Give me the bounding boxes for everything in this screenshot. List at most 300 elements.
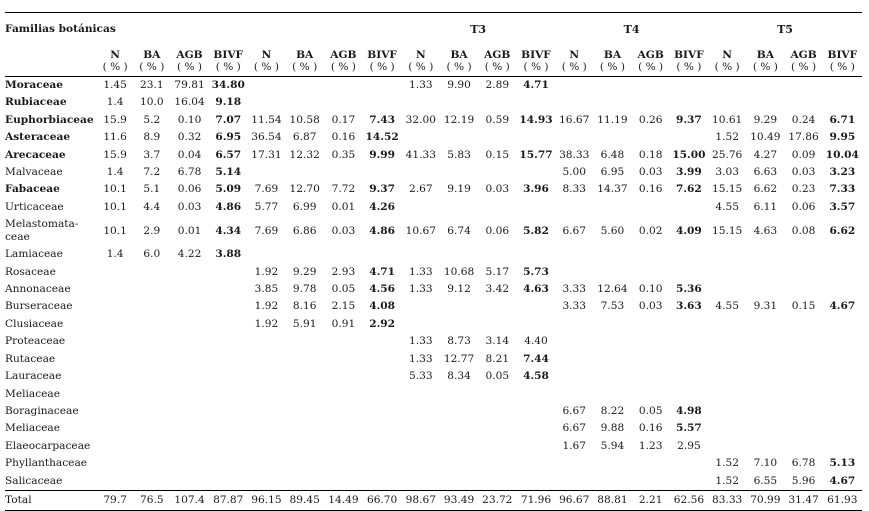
value-cell: [97, 386, 134, 403]
value-cell: 16.67: [559, 113, 590, 126]
value-cell: 12.77: [443, 352, 475, 365]
value-cell: [478, 455, 517, 472]
table-row: [5, 199, 862, 216]
value-cell: [247, 333, 285, 350]
value-cell: 4.98: [676, 404, 702, 417]
value-cell: 3.7: [143, 148, 161, 161]
value-cell: 79.81: [174, 79, 205, 91]
family-name-cell: Arecaceae: [5, 148, 66, 161]
value-cell: 0.32: [177, 131, 202, 144]
value-cell: [286, 473, 324, 491]
value-cell: 0.16: [638, 422, 663, 435]
value-cell: [670, 129, 708, 146]
value-cell: 3.96: [523, 183, 549, 196]
value-cell: 36.54: [251, 131, 282, 144]
value-cell: [593, 368, 631, 385]
value-cell: 14.93: [519, 113, 553, 126]
value-cell: 0.06: [485, 224, 510, 237]
value-cell: [209, 316, 247, 333]
value-cell: 10.1: [103, 183, 127, 196]
total-value-cell: 31.47: [784, 490, 822, 510]
value-cell: 4.86: [369, 224, 396, 237]
value-cell: 3.63: [676, 300, 702, 313]
value-cell: [517, 129, 555, 146]
value-cell: [478, 438, 517, 455]
value-cell: [134, 438, 170, 455]
value-cell: [324, 420, 363, 437]
value-cell: [324, 455, 363, 472]
value-cell: 5.1: [143, 183, 161, 196]
value-cell: 6.67: [562, 422, 587, 435]
value-cell: [784, 420, 822, 437]
col-header-agb-group-2: [324, 45, 363, 77]
col-header-label: BIVF: [213, 48, 244, 61]
value-cell: 15.77: [519, 148, 553, 161]
value-cell: [209, 298, 247, 315]
value-cell: 11.6: [103, 131, 127, 144]
value-cell: 1.33: [409, 283, 433, 296]
value-cell: [134, 473, 170, 491]
value-cell: [134, 368, 170, 385]
value-cell: [478, 199, 517, 216]
value-cell: [324, 438, 363, 455]
col-header-n-group-5: [708, 45, 746, 77]
value-cell: 0.03: [638, 300, 663, 313]
value-cell: 0.15: [791, 300, 816, 313]
family-name-cell: Clusiaceae: [5, 317, 64, 330]
value-cell: 2.95: [677, 439, 701, 452]
value-cell: [134, 455, 170, 472]
value-cell: [209, 403, 247, 420]
total-value-cell: 66.70: [363, 490, 401, 510]
value-cell: 2.9: [143, 224, 161, 237]
family-name-cell: Burseraceae: [5, 300, 73, 313]
value-cell: [593, 351, 631, 368]
family-name-cell: Salicaceae: [5, 474, 63, 487]
total-row: [5, 490, 862, 510]
total-value-cell: 89.45: [286, 490, 324, 510]
value-cell: [324, 164, 363, 181]
col-header-label: N: [261, 48, 272, 61]
value-cell: 1.45: [103, 79, 127, 91]
value-cell: 38.33: [559, 148, 590, 161]
value-cell: 0.08: [791, 224, 816, 237]
value-cell: [97, 298, 134, 315]
value-cell: [401, 199, 440, 216]
value-cell: 0.05: [485, 370, 510, 383]
value-cell: 1.33: [409, 352, 433, 365]
value-cell: 10.61: [711, 113, 743, 126]
value-cell: 5.73: [523, 265, 549, 278]
value-cell: 0.03: [485, 183, 510, 196]
value-cell: [401, 455, 440, 472]
value-cell: 4.63: [753, 224, 778, 237]
value-cell: 0.59: [485, 113, 510, 126]
col-header-bivf-group-1: [209, 45, 247, 77]
col-header-unit: ( % ): [369, 60, 395, 73]
value-cell: [632, 199, 670, 216]
table-row: [5, 386, 862, 403]
value-cell: [823, 368, 862, 385]
value-cell: 4.71: [523, 79, 549, 91]
value-cell: 1.33: [409, 335, 433, 348]
value-cell: 15.15: [711, 224, 743, 237]
value-cell: [746, 438, 784, 455]
family-name-cell: Euphorbiaceae: [5, 113, 94, 126]
value-cell: [247, 438, 285, 455]
table-row: [5, 94, 862, 111]
value-cell: [593, 94, 631, 111]
value-cell: [555, 333, 593, 350]
value-cell: 16.04: [174, 96, 205, 109]
col-header-unit: ( % ): [829, 60, 855, 73]
value-cell: [746, 351, 784, 368]
col-header-n-group-1: [97, 45, 134, 77]
value-cell: [97, 368, 134, 385]
value-cell: [823, 94, 862, 111]
value-cell: 5.60: [600, 224, 625, 237]
value-cell: [134, 333, 170, 350]
total-value-cell: 87.87: [209, 490, 247, 510]
value-cell: 4.86: [215, 200, 242, 213]
family-name-cell: Proteaceae: [5, 335, 66, 348]
col-header-label: AGB: [484, 48, 511, 61]
value-cell: [134, 281, 170, 298]
value-cell: [593, 264, 631, 281]
value-cell: 10.68: [443, 265, 475, 278]
family-name-cell: Rosaceae: [5, 265, 56, 278]
col-header-label: BIVF: [367, 48, 397, 61]
value-cell: 4.27: [753, 148, 778, 161]
value-cell: [134, 420, 170, 437]
value-cell: 14.37: [597, 183, 628, 196]
value-cell: 0.17: [331, 113, 356, 126]
value-cell: 9.78: [292, 283, 317, 296]
col-header-unit: ( % ): [253, 60, 279, 73]
value-cell: [440, 246, 477, 263]
value-cell: 7.2: [143, 166, 161, 179]
col-header-unit: ( % ): [638, 60, 664, 73]
value-cell: 8.9: [143, 131, 161, 144]
value-cell: 1.52: [715, 474, 739, 487]
value-cell: [324, 351, 363, 368]
value-cell: [708, 333, 746, 350]
value-cell: [478, 403, 517, 420]
value-cell: [97, 455, 134, 472]
family-name-cell: Rubiaceae: [5, 96, 67, 109]
value-cell: [632, 333, 670, 350]
value-cell: 9.12: [447, 283, 471, 296]
col-header-bivf-group-5: [823, 45, 862, 77]
value-cell: 12.64: [597, 283, 628, 296]
value-cell: [746, 333, 784, 350]
col-header-n-group-2: [247, 45, 285, 77]
value-cell: [670, 264, 708, 281]
col-header-unit: ( % ): [523, 60, 549, 73]
col-header-label: N: [416, 48, 426, 61]
col-header-label: N: [110, 48, 120, 61]
value-cell: [209, 455, 247, 472]
value-cell: 5.14: [215, 166, 242, 179]
value-cell: [97, 316, 134, 333]
value-cell: [324, 94, 363, 111]
col-header-unit: ( % ): [330, 60, 356, 73]
value-cell: [401, 438, 440, 455]
value-cell: [670, 386, 708, 403]
value-cell: [401, 316, 440, 333]
col-header-n-group-4: [555, 45, 593, 77]
value-cell: [670, 368, 708, 385]
value-cell: 3.33: [562, 300, 587, 313]
value-cell: [440, 386, 477, 403]
value-cell: [784, 94, 822, 111]
value-cell: [170, 386, 209, 403]
value-cell: [632, 473, 670, 491]
value-cell: [708, 77, 746, 95]
value-cell: [555, 351, 593, 368]
value-cell: [555, 368, 593, 385]
value-cell: 6.67: [562, 404, 587, 417]
family-name-cell: Melastomata- ceae: [5, 218, 79, 244]
value-cell: [286, 164, 324, 181]
value-cell: [440, 420, 477, 437]
value-cell: [670, 455, 708, 472]
table-body: [5, 77, 862, 511]
value-cell: 41.33: [405, 148, 436, 161]
value-cell: 17.31: [251, 148, 282, 161]
value-cell: [170, 264, 209, 281]
value-cell: [401, 164, 440, 181]
value-cell: 0.03: [638, 166, 663, 179]
value-cell: 1.33: [409, 265, 433, 278]
value-cell: [823, 351, 862, 368]
value-cell: [708, 281, 746, 298]
value-cell: [247, 455, 285, 472]
col-header-label: BA: [756, 48, 774, 61]
value-cell: [97, 473, 134, 491]
value-cell: 6.78: [177, 166, 202, 179]
col-header-unit: ( % ): [215, 60, 241, 73]
value-cell: [708, 246, 746, 263]
value-cell: 8.34: [447, 370, 471, 383]
value-cell: 1.4: [106, 248, 124, 261]
col-header-ba-group-2: [286, 45, 324, 77]
col-header-label: BA: [143, 48, 161, 61]
value-cell: [823, 386, 862, 403]
col-header-n-group-3: [401, 45, 440, 77]
value-cell: 9.95: [829, 131, 856, 144]
total-value-cell: 88.81: [593, 490, 631, 510]
value-cell: 4.08: [369, 300, 396, 313]
value-cell: 3.57: [829, 200, 856, 213]
value-cell: [632, 368, 670, 385]
total-value-cell: 79.7: [97, 490, 134, 510]
col-header-agb-group-1: [170, 45, 209, 77]
value-cell: [363, 77, 401, 95]
value-cell: [746, 420, 784, 437]
value-cell: [478, 298, 517, 315]
value-cell: [247, 473, 285, 491]
value-cell: [632, 94, 670, 111]
value-cell: [823, 246, 862, 263]
value-cell: [440, 199, 477, 216]
value-cell: [555, 246, 593, 263]
value-cell: [209, 473, 247, 491]
value-cell: 8.73: [447, 335, 471, 348]
value-cell: 6.62: [753, 183, 778, 196]
group-header-2: [247, 13, 401, 46]
value-cell: [517, 386, 555, 403]
value-cell: [170, 455, 209, 472]
table-row: [5, 129, 862, 146]
value-cell: [324, 77, 363, 95]
value-cell: 12.70: [289, 183, 320, 196]
value-cell: [517, 199, 555, 216]
value-cell: 2.89: [485, 79, 510, 91]
value-cell: [286, 333, 324, 350]
value-cell: [134, 351, 170, 368]
value-cell: [134, 316, 170, 333]
value-cell: 4.26: [369, 200, 396, 213]
value-cell: [363, 94, 401, 111]
value-cell: [670, 77, 708, 95]
value-cell: 1.4: [106, 96, 124, 109]
family-name-cell: Elaeocarpaceae: [5, 439, 91, 452]
value-cell: 4.58: [523, 370, 549, 383]
value-cell: 9.37: [369, 183, 396, 196]
col-header-unit: ( % ): [292, 60, 318, 73]
value-cell: [170, 316, 209, 333]
col-header-unit: ( % ): [446, 60, 472, 73]
value-cell: [401, 473, 440, 491]
col-header-ba-group-1: [134, 45, 170, 77]
value-cell: 1.52: [715, 131, 739, 144]
value-cell: [517, 316, 555, 333]
value-cell: [517, 473, 555, 491]
value-cell: [823, 420, 862, 437]
value-cell: 2.92: [369, 317, 396, 330]
table-row: [5, 403, 862, 420]
value-cell: [286, 246, 324, 263]
value-cell: [401, 129, 440, 146]
value-cell: [784, 333, 822, 350]
value-cell: [209, 281, 247, 298]
value-cell: 0.05: [331, 283, 356, 296]
value-cell: [593, 386, 631, 403]
value-cell: 4.09: [676, 224, 702, 237]
value-cell: [209, 351, 247, 368]
value-cell: [632, 129, 670, 146]
family-name-cell: Lamiaceae: [5, 248, 63, 261]
value-cell: [784, 403, 822, 420]
value-cell: 1.23: [638, 439, 663, 452]
value-cell: 6.86: [292, 224, 317, 237]
total-value-cell: 96.67: [555, 490, 593, 510]
value-cell: [784, 264, 822, 281]
value-cell: 5.09: [215, 183, 242, 196]
value-cell: 9.88: [600, 422, 625, 435]
value-cell: [134, 386, 170, 403]
table-row: [5, 264, 862, 281]
value-cell: 2.93: [331, 265, 356, 278]
value-cell: 5.77: [254, 200, 279, 213]
value-cell: [209, 438, 247, 455]
total-value-cell: 83.33: [708, 490, 746, 510]
value-cell: [746, 316, 784, 333]
value-cell: [209, 420, 247, 437]
value-cell: [670, 333, 708, 350]
value-cell: 10.0: [140, 96, 164, 109]
value-cell: 0.03: [177, 200, 202, 213]
value-cell: [708, 351, 746, 368]
value-cell: [555, 316, 593, 333]
value-cell: 9.29: [292, 265, 317, 278]
col-header-label: AGB: [330, 48, 357, 61]
value-cell: 9.90: [447, 79, 471, 91]
value-cell: [517, 298, 555, 315]
total-value-cell: 14.49: [324, 490, 363, 510]
value-cell: 9.37: [676, 113, 702, 126]
family-name-cell: Asteraceae: [5, 131, 71, 144]
value-cell: [823, 333, 862, 350]
value-cell: [170, 333, 209, 350]
value-cell: [478, 164, 517, 181]
value-cell: [170, 473, 209, 491]
value-cell: 4.4: [143, 200, 161, 213]
value-cell: [593, 129, 631, 146]
value-cell: 0.10: [638, 283, 663, 296]
value-cell: [478, 129, 517, 146]
value-cell: 6.48: [600, 148, 625, 161]
value-cell: [823, 264, 862, 281]
value-cell: [632, 455, 670, 472]
value-cell: 7.10: [753, 457, 778, 470]
value-cell: [401, 403, 440, 420]
value-cell: 4.67: [829, 474, 856, 487]
value-cell: 0.06: [791, 200, 816, 213]
total-value-cell: 93.49: [440, 490, 477, 510]
value-cell: 15.9: [103, 148, 127, 161]
value-cell: 2.15: [331, 300, 356, 313]
value-cell: 0.02: [638, 224, 663, 237]
total-value-cell: 70.99: [746, 490, 784, 510]
family-name-cell: Lauraceae: [5, 370, 62, 383]
value-cell: [286, 420, 324, 437]
value-cell: [784, 281, 822, 298]
value-cell: [170, 420, 209, 437]
value-cell: [97, 420, 134, 437]
group-header-t5: T5: [708, 13, 862, 46]
value-cell: [784, 77, 822, 95]
table-row: [5, 246, 862, 263]
value-cell: [823, 316, 862, 333]
value-cell: [286, 77, 324, 95]
value-cell: 3.88: [215, 248, 242, 261]
value-cell: 14.52: [365, 131, 399, 144]
value-cell: [670, 94, 708, 111]
value-cell: [478, 94, 517, 111]
value-cell: [363, 246, 401, 263]
col-header-unit: ( % ): [408, 60, 434, 73]
value-cell: 3.42: [485, 283, 510, 296]
value-cell: [440, 164, 477, 181]
value-cell: [440, 129, 477, 146]
value-cell: 17.86: [788, 131, 819, 144]
value-cell: [97, 333, 134, 350]
value-cell: 7.62: [676, 183, 702, 196]
value-cell: [746, 264, 784, 281]
value-cell: [746, 281, 784, 298]
